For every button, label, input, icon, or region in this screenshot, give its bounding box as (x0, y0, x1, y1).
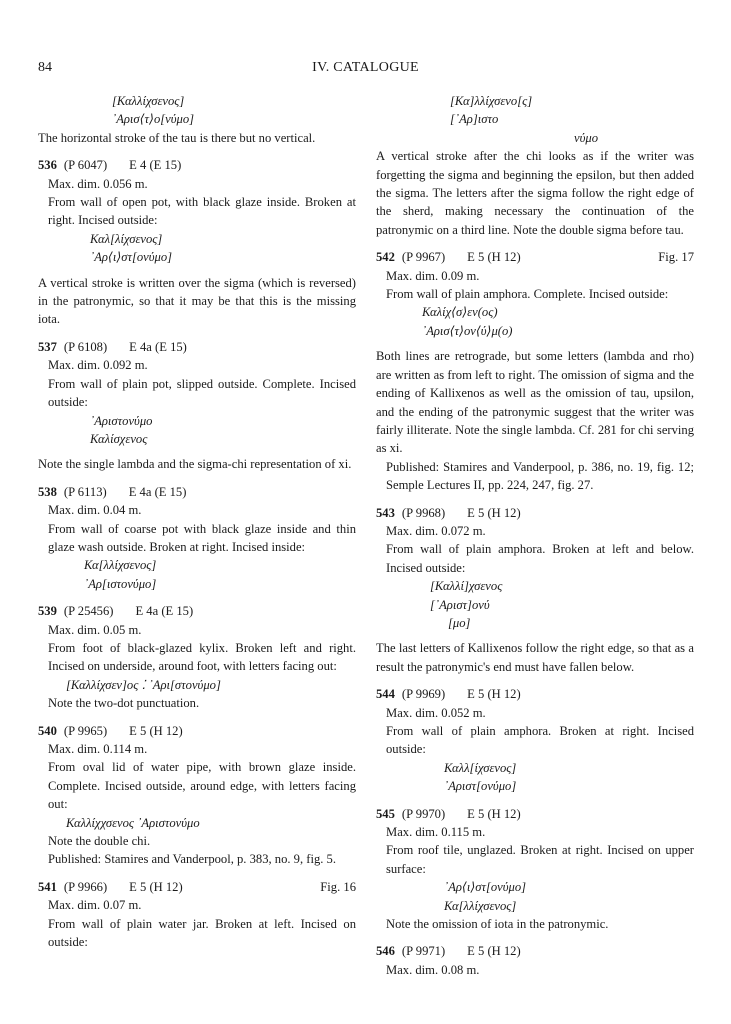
greek-line: Κα[λλίχσενος] (444, 898, 517, 913)
entry-heading-540 (38, 722, 356, 740)
commentary: Note the two-dot punctuation. (48, 696, 200, 711)
dimension: Max. dim. 0.05 m. (48, 622, 142, 637)
description: From wall of plain amphora. Broken at right. Incised outside: (386, 724, 694, 757)
catalogue-number: 541 (38, 879, 57, 894)
greek-inscription (38, 412, 356, 449)
dimension: Max. dim. 0.04 m. (48, 503, 142, 518)
entry-heading-546 (376, 942, 694, 960)
greek-line: [᾽Αριστ]ονύ (430, 597, 490, 612)
greek-line: ᾽Αρ[ιστονύμο] (84, 576, 157, 591)
greek-inscription (376, 92, 694, 147)
entry-heading-537 (38, 338, 356, 356)
catalogue-number: 542 (376, 250, 395, 265)
greek-line: ᾽Αρισ⟨τ⟩ο[νύμο] (112, 112, 195, 127)
greek-inscription (38, 92, 356, 129)
greek-line: [Καλλίχσεν]ος ⁚ ᾽Αρι[στονύμο] (66, 677, 221, 692)
greek-line: [Καλλίχσενος] (112, 94, 185, 108)
dimension: Max. dim. 0.052 m. (386, 705, 486, 720)
inventory-number: (P 25456) (63, 604, 114, 619)
inventory-number: (P 9966) (63, 879, 108, 894)
figure-reference: Fig. 17 (658, 250, 694, 265)
greek-line: ᾽Αριστ[ονύμο] (444, 779, 517, 794)
dimension: Max. dim. 0.092 m. (48, 358, 148, 373)
greek-line: ᾽Αριστονύμο (90, 413, 153, 428)
description: From wall of open pot, with black glaze inside. Broken at right. Incised outside: (48, 195, 356, 228)
entry-heading-544 (376, 685, 694, 703)
catalogue-number: 543 (376, 505, 395, 520)
greek-line: [Καλλί]χσενος (430, 579, 503, 594)
context-label: E 5 (H 12) (129, 879, 183, 894)
running-head: IV. CATALOGUE (312, 60, 419, 75)
inventory-number: (P 9971) (401, 944, 446, 959)
description: From oval lid of water pipe, with brown glaze inside. Complete. Incised outside, around edge, with letters facing out: (48, 760, 356, 812)
context-label: E 4a (E 15) (129, 339, 187, 354)
dimension: Max. dim. 0.09 m. (386, 268, 480, 283)
greek-line: [μο] (448, 615, 471, 630)
inventory-number: (P 9969) (401, 687, 446, 702)
commentary: A vertical stroke is written over the sigma (which is reversed) in the patronymic, so that it may be that this is the missing iota. (38, 275, 356, 327)
left-column (38, 92, 356, 951)
entry-heading-536 (38, 156, 356, 174)
commentary: The horizontal stroke of the tau is there but no vertical. (38, 130, 316, 145)
inventory-number: (P 9967) (401, 250, 446, 265)
greek-line: νύμο (574, 130, 598, 145)
catalogue-number: 537 (38, 339, 57, 354)
context-label: E 5 (H 12) (467, 250, 521, 265)
greek-inscription (376, 577, 694, 632)
publication-reference: Published: Stamires and Vanderpool, p. 386, no. 19, fig. 12; Semple Lectures II, pp. 224, 247, fig. 27. (386, 459, 694, 493)
catalogue-number: 545 (376, 806, 395, 821)
inventory-number: (P 6047) (63, 158, 108, 173)
dimension: Max. dim. 0.115 m. (386, 825, 486, 840)
greek-inscription (38, 556, 356, 593)
greek-inscription (376, 759, 694, 796)
figure-reference: Fig. 16 (320, 879, 356, 894)
commentary: Note the double chi. (48, 834, 151, 849)
greek-line: Καλίσχενος (90, 431, 148, 446)
entry-heading-539 (38, 602, 356, 620)
entry-heading-542 (376, 248, 694, 266)
context-label: E 5 (H 12) (129, 723, 183, 738)
entry-heading-545 (376, 805, 694, 823)
commentary: A vertical stroke after the chi looks as if the writer was forgetting the sigma and beginning the epsilon, but then added the sigma. The letters after the sigma follow the right edge of the sherd, making necessary the continuation of the patronymic on a third line. Note the double sigma before tau. (376, 149, 694, 237)
greek-line: ᾽Αρ⟨ι⟩στ[ονύμο] (90, 250, 173, 265)
commentary: Both lines are retrograde, but some letters (lambda and rho) are written as from left to right. The omission of sigma and the ending of Kallixenos as well as the omission of tau, upsilon, and the ending of the patronymic suggest that the writer was fairly illiterate. Note the single lambda. Cf. 281 for chi serving as xi. (376, 349, 694, 456)
context-label: E 5 (H 12) (467, 806, 521, 821)
greek-line: ᾽Αρ⟨ι⟩στ[ονύμο] (444, 880, 527, 895)
description: From wall of coarse pot with black glaze inside and thin glaze wash outside. Broken at right. Incised inside: (48, 521, 356, 554)
publication-reference: Published: Stamires and Vanderpool, p. 383, no. 9, fig. 5. (48, 852, 337, 867)
greek-line: Κα[λλίχσενος] (84, 558, 157, 573)
right-column (376, 92, 694, 979)
description: From wall of plain amphora. Broken at left and below. Incised outside: (386, 542, 694, 575)
description: From wall of plain amphora. Complete. Incised outside: (386, 287, 669, 302)
context-label: E 5 (H 12) (467, 687, 521, 702)
dimension: Max. dim. 0.072 m. (386, 523, 486, 538)
context-label: E 4a (E 15) (128, 484, 187, 499)
catalogue-number: 546 (376, 944, 395, 959)
inventory-number: (P 6108) (63, 339, 108, 354)
context-label: E 5 (H 12) (467, 505, 521, 520)
greek-inscription (38, 676, 356, 694)
entry-heading-541 (38, 878, 356, 896)
greek-line: Καλ[λίχσενος] (90, 231, 163, 246)
catalogue-number: 538 (38, 484, 57, 499)
description: From wall of plain water jar. Broken at left. Incised on outside: (48, 916, 356, 950)
catalogue-number: 540 (38, 723, 57, 738)
greek-line: [Κα]λλίχσενο[ς] (450, 94, 533, 108)
dimension: Max. dim. 0.114 m. (48, 742, 148, 756)
dimension: Max. dim. 0.07 m. (48, 898, 142, 913)
inventory-number: (P 9970) (401, 806, 446, 821)
greek-line: ᾽Αρισ⟨τ⟩ον⟨ύ⟩μ(ο) (422, 323, 513, 338)
page-number: 84 (38, 60, 52, 75)
greek-inscription (38, 230, 356, 267)
catalogue-number: 544 (376, 687, 395, 702)
inventory-number: (P 9965) (63, 723, 108, 738)
context-label: E 4a (E 15) (135, 604, 194, 619)
greek-inscription (38, 814, 356, 832)
greek-line: Καλίχ⟨σ⟩εν(ος) (422, 305, 498, 320)
context-label: E 5 (H 12) (467, 944, 521, 959)
greek-line: [᾽Αρ]ιστο (450, 112, 499, 127)
commentary: The last letters of Kallixenos follow the right edge, so that as a result the patronymic's end must have fallen below. (376, 641, 694, 674)
catalogue-number: 539 (38, 604, 57, 619)
dimension: Max. dim. 0.056 m. (48, 176, 148, 191)
commentary: Note the single lambda and the sigma-chi representation of xi. (38, 457, 352, 472)
greek-line: Καλλ[ίχσενος] (444, 760, 517, 775)
entry-heading-538 (38, 483, 356, 501)
description: From wall of plain pot, slipped outside. Complete. Incised outside: (48, 376, 356, 410)
greek-inscription (376, 878, 694, 915)
entry-heading-543 (376, 504, 694, 522)
description: From foot of black-glazed kylix. Broken left and right. Incised on underside, around foot, with letters facing out: (48, 640, 356, 674)
commentary: Note the omission of iota in the patronymic. (386, 917, 609, 932)
context-label: E 4 (E 15) (129, 158, 182, 173)
greek-inscription (376, 303, 694, 340)
description: From roof tile, unglazed. Broken at right. Incised on upper surface: (386, 843, 694, 876)
inventory-number: (P 9968) (401, 505, 446, 520)
catalogue-number: 536 (38, 158, 57, 173)
inventory-number: (P 6113) (63, 484, 107, 499)
greek-line: Καλλίχχσενος ᾽Αριστονύμο (66, 815, 200, 830)
dimension: Max. dim. 0.08 m. (386, 962, 480, 977)
